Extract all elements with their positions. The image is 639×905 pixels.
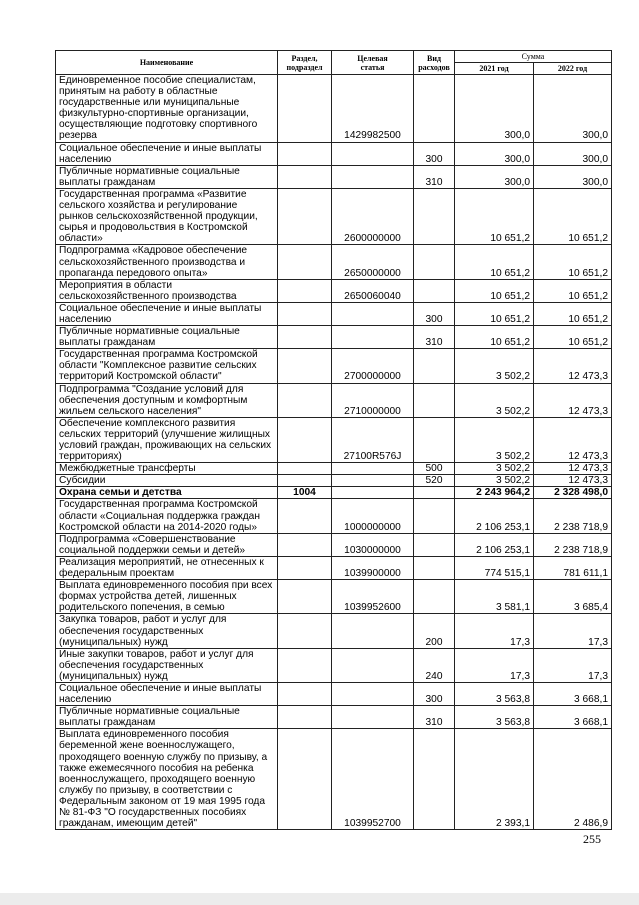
row-value-2022: 12 473,3 xyxy=(534,417,612,462)
row-value-2021: 10 651,2 xyxy=(455,245,534,279)
table-row xyxy=(56,417,612,462)
row-value-2021: 3 502,2 xyxy=(455,383,534,417)
table-row xyxy=(56,165,612,188)
row-value-2022: 300,0 xyxy=(534,165,612,188)
scan-bottom-strip xyxy=(0,893,639,905)
table-row xyxy=(56,580,612,614)
row-value-2021: 3 502,2 xyxy=(455,463,534,475)
table-row xyxy=(56,383,612,417)
row-kind: 520 xyxy=(414,475,455,487)
row-target: 1039900000 xyxy=(332,556,414,579)
row-name: Реализация мероприятий, не отнесенных к федеральным проектам xyxy=(56,556,278,579)
row-value-2022: 12 473,3 xyxy=(534,349,612,383)
row-kind: 300 xyxy=(414,682,455,705)
row-section xyxy=(278,682,332,705)
table-row xyxy=(56,75,612,143)
row-name: Публичные нормативные социальные выплаты гражданам xyxy=(56,165,278,188)
row-name: Подпрограмма «Кадровое обеспечение сельскохозяйственного производства и пропаганда передового опыта» xyxy=(56,245,278,279)
row-value-2021: 3 563,8 xyxy=(455,706,534,729)
table-row xyxy=(56,556,612,579)
row-section xyxy=(278,580,332,614)
row-section xyxy=(278,279,332,302)
row-kind xyxy=(414,279,455,302)
row-target xyxy=(332,706,414,729)
row-name: Государственная программа Костромской области "Комплексное развитие сельских территорий Костромской области" xyxy=(56,349,278,383)
row-value-2022: 17,3 xyxy=(534,648,612,682)
row-section xyxy=(278,383,332,417)
row-section xyxy=(278,614,332,648)
row-value-2022: 10 651,2 xyxy=(534,302,612,325)
row-value-2021: 10 651,2 xyxy=(455,326,534,349)
row-value-2021: 3 563,8 xyxy=(455,682,534,705)
row-kind: 500 xyxy=(414,463,455,475)
header-name: Наименование xyxy=(56,51,278,75)
header-kind: Вид расходов xyxy=(414,51,455,75)
row-kind: 300 xyxy=(414,142,455,165)
row-target: 1429982500 xyxy=(332,75,414,143)
row-target: 2650000000 xyxy=(332,245,414,279)
row-name: Публичные нормативные социальные выплаты гражданам xyxy=(56,326,278,349)
row-section xyxy=(278,648,332,682)
row-value-2021: 17,3 xyxy=(455,648,534,682)
row-value-2021: 3 502,2 xyxy=(455,417,534,462)
row-kind xyxy=(414,75,455,143)
row-target xyxy=(332,142,414,165)
row-name: Социальное обеспечение и иные выплаты населению xyxy=(56,682,278,705)
row-kind xyxy=(414,245,455,279)
row-value-2021: 300,0 xyxy=(455,165,534,188)
row-target: 1039952600 xyxy=(332,580,414,614)
row-target xyxy=(332,463,414,475)
row-value-2021: 3 581,1 xyxy=(455,580,534,614)
table-header xyxy=(56,51,612,75)
row-target: 1039952700 xyxy=(332,729,414,830)
table-row xyxy=(56,475,612,487)
row-value-2021: 17,3 xyxy=(455,614,534,648)
row-value-2022: 10 651,2 xyxy=(534,279,612,302)
row-target xyxy=(332,165,414,188)
row-target xyxy=(332,487,414,499)
row-value-2021: 774 515,1 xyxy=(455,556,534,579)
header-section: Раздел, подраздел xyxy=(278,51,332,75)
row-value-2021: 10 651,2 xyxy=(455,188,534,244)
row-value-2022: 3 668,1 xyxy=(534,706,612,729)
table-row xyxy=(56,648,612,682)
row-name: Подпрограмма «Совершенствование социальной поддержки семьи и детей» xyxy=(56,533,278,556)
row-value-2022: 2 238 718,9 xyxy=(534,499,612,533)
row-value-2022: 10 651,2 xyxy=(534,326,612,349)
table-row xyxy=(56,614,612,648)
table-row xyxy=(56,682,612,705)
row-value-2022: 2 486,9 xyxy=(534,729,612,830)
table-row xyxy=(56,245,612,279)
table-row xyxy=(56,463,612,475)
row-name: Обеспечение комплексного развития сельских территорий (улучшение жилищных условий граждан, проживающих на сельских территориях) xyxy=(56,417,278,462)
row-value-2022: 300,0 xyxy=(534,142,612,165)
row-kind xyxy=(414,188,455,244)
row-section xyxy=(278,533,332,556)
row-name: Социальное обеспечение и иные выплаты населению xyxy=(56,142,278,165)
row-name: Выплата единовременного пособия при всех формах устройства детей, лишенных родительского попечения, в семью xyxy=(56,580,278,614)
row-name: Межбюджетные трансферты xyxy=(56,463,278,475)
row-section: 1004 xyxy=(278,487,332,499)
table-row xyxy=(56,302,612,325)
row-value-2021: 2 106 253,1 xyxy=(455,499,534,533)
table-row xyxy=(56,487,612,499)
row-target xyxy=(332,475,414,487)
row-section xyxy=(278,706,332,729)
budget-table xyxy=(55,50,612,830)
row-value-2022: 3 668,1 xyxy=(534,682,612,705)
header-target: Целевая статья xyxy=(332,51,414,75)
row-target: 1000000000 xyxy=(332,499,414,533)
row-kind xyxy=(414,417,455,462)
row-section xyxy=(278,417,332,462)
row-value-2022: 10 651,2 xyxy=(534,188,612,244)
table-row xyxy=(56,279,612,302)
row-value-2022: 2 238 718,9 xyxy=(534,533,612,556)
row-target xyxy=(332,614,414,648)
row-kind xyxy=(414,499,455,533)
row-kind: 200 xyxy=(414,614,455,648)
row-name: Закупка товаров, работ и услуг для обеспечения государственных (муниципальных) нужд xyxy=(56,614,278,648)
table-row xyxy=(56,533,612,556)
row-value-2021: 300,0 xyxy=(455,75,534,143)
row-section xyxy=(278,729,332,830)
row-kind: 310 xyxy=(414,165,455,188)
row-target: 2600000000 xyxy=(332,188,414,244)
row-section xyxy=(278,245,332,279)
row-target xyxy=(332,682,414,705)
row-target: 2650060040 xyxy=(332,279,414,302)
row-section xyxy=(278,475,332,487)
row-value-2022: 2 328 498,0 xyxy=(534,487,612,499)
table-row xyxy=(56,142,612,165)
row-value-2022: 3 685,4 xyxy=(534,580,612,614)
table-row xyxy=(56,326,612,349)
row-name: Публичные нормативные социальные выплаты гражданам xyxy=(56,706,278,729)
row-kind xyxy=(414,349,455,383)
row-name: Охрана семьи и детства xyxy=(56,487,278,499)
row-value-2021: 2 243 964,2 xyxy=(455,487,534,499)
row-value-2022: 781 611,1 xyxy=(534,556,612,579)
row-section xyxy=(278,349,332,383)
row-section xyxy=(278,326,332,349)
row-name: Единовременное пособие специалистам, принятым на работу в областные государственные или муниципальные физкультурно-спортивные организации, осуществляющие подготовку спортивного резерва xyxy=(56,75,278,143)
table-row xyxy=(56,499,612,533)
row-name: Выплата единовременного пособия беременной жене военнослужащего, проходящего военную службу по призыву, а также ежемесячного пособия на ребенка военнослужащего, проходящего военную службу по призыву, в соответствии с Федеральным законом от 19 мая 1995 года № 81-ФЗ "О государственных пособиях гражданам, имеющим детей" xyxy=(56,729,278,830)
row-value-2022: 300,0 xyxy=(534,75,612,143)
row-name: Подпрограмма "Создание условий для обеспечения доступным и комфортным жильем сельского населения" xyxy=(56,383,278,417)
row-value-2022: 12 473,3 xyxy=(534,475,612,487)
row-section xyxy=(278,75,332,143)
row-kind: 300 xyxy=(414,302,455,325)
row-name: Государственная программа «Развитие сельского хозяйства и регулирование рынков сельскохозяйственной продукции, сырья и продовольствия в Костромской области» xyxy=(56,188,278,244)
row-section xyxy=(278,463,332,475)
row-name: Социальное обеспечение и иные выплаты населению xyxy=(56,302,278,325)
row-target xyxy=(332,326,414,349)
row-section xyxy=(278,556,332,579)
row-kind: 310 xyxy=(414,706,455,729)
row-target: 27100R576J xyxy=(332,417,414,462)
row-value-2021: 300,0 xyxy=(455,142,534,165)
row-value-2021: 3 502,2 xyxy=(455,349,534,383)
row-value-2021: 2 393,1 xyxy=(455,729,534,830)
row-kind xyxy=(414,580,455,614)
table-row xyxy=(56,729,612,830)
table-body xyxy=(56,75,612,830)
row-section xyxy=(278,188,332,244)
row-target: 2710000000 xyxy=(332,383,414,417)
table-row xyxy=(56,349,612,383)
row-value-2022: 17,3 xyxy=(534,614,612,648)
row-value-2021: 2 106 253,1 xyxy=(455,533,534,556)
row-value-2022: 10 651,2 xyxy=(534,245,612,279)
row-kind: 310 xyxy=(414,326,455,349)
row-kind xyxy=(414,487,455,499)
table-row xyxy=(56,706,612,729)
row-kind xyxy=(414,383,455,417)
header-year-2022: 2022 год xyxy=(534,63,612,75)
page-number: 255 xyxy=(583,832,601,846)
row-target xyxy=(332,648,414,682)
row-kind xyxy=(414,533,455,556)
row-section xyxy=(278,499,332,533)
header-year-2021: 2021 год xyxy=(455,63,534,75)
row-value-2021: 10 651,2 xyxy=(455,279,534,302)
row-name: Субсидии xyxy=(56,475,278,487)
row-value-2021: 3 502,2 xyxy=(455,475,534,487)
header-sum: Сумма xyxy=(455,51,612,63)
row-kind: 240 xyxy=(414,648,455,682)
row-section xyxy=(278,142,332,165)
row-value-2022: 12 473,3 xyxy=(534,463,612,475)
row-name: Мероприятия в области сельскохозяйственного производства xyxy=(56,279,278,302)
row-name: Иные закупки товаров, работ и услуг для обеспечения государственных (муниципальных) нужд xyxy=(56,648,278,682)
row-name: Государственная программа Костромской области «Социальная поддержка граждан Костромской области на 2014-2020 годы» xyxy=(56,499,278,533)
row-section xyxy=(278,302,332,325)
row-kind xyxy=(414,729,455,830)
row-kind xyxy=(414,556,455,579)
row-section xyxy=(278,165,332,188)
row-target: 2700000000 xyxy=(332,349,414,383)
row-value-2021: 10 651,2 xyxy=(455,302,534,325)
row-target: 1030000000 xyxy=(332,533,414,556)
row-target xyxy=(332,302,414,325)
row-value-2022: 12 473,3 xyxy=(534,383,612,417)
table-row xyxy=(56,188,612,244)
